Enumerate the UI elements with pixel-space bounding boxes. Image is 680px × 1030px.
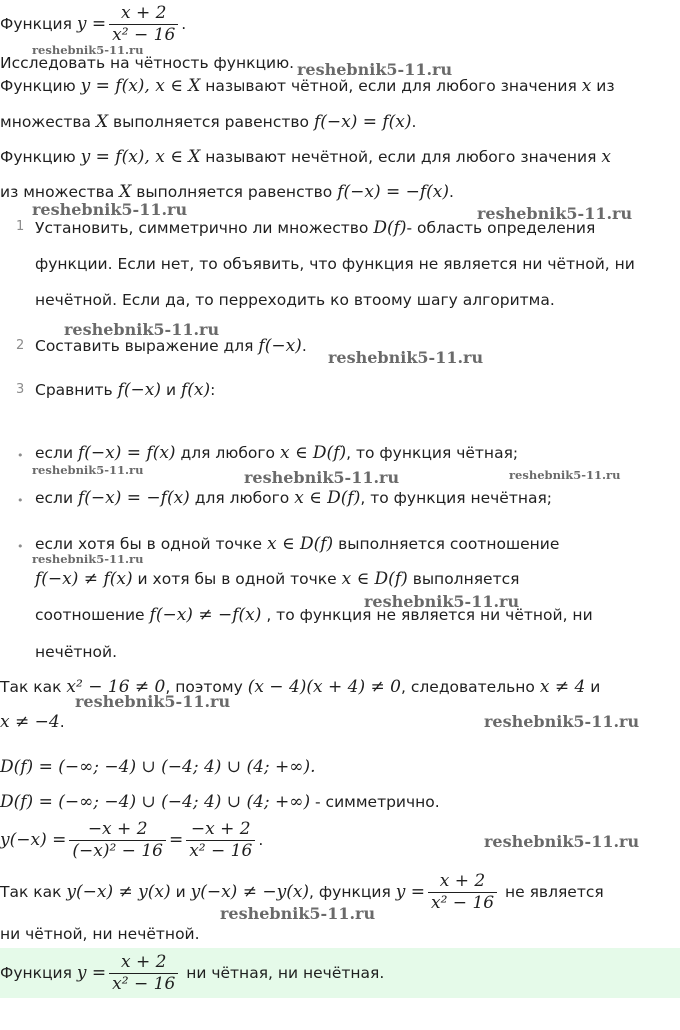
bullet-1 — [35, 441, 518, 465]
domain-line-2 — [0, 790, 440, 814]
concl-m3: y = — [395, 882, 425, 902]
step-1-line2: функции. Если нет, то объявить, что функция не является ни чётной, ни — [35, 255, 635, 273]
step-3-line — [35, 378, 215, 402]
step-1-a: Установить, симметрично ли множество — [35, 219, 369, 237]
step-number-1: 1 — [16, 219, 25, 234]
since-m1: x² − 16 ≠ 0 — [66, 677, 166, 697]
def-odd-e: . — [449, 183, 454, 201]
def-even-m1: y = f(x), x ∈ X — [80, 76, 201, 96]
task-text: Исследовать на чётность функцию. — [0, 54, 295, 72]
def-even-c: из — [596, 77, 615, 95]
since-b: , поэтому — [165, 678, 243, 696]
def-even-f: . — [411, 113, 417, 131]
watermark: reshebnik5-11.ru — [244, 468, 400, 487]
def-even-m4: f(−x) = f(x) — [313, 112, 412, 132]
step-3-b: и — [165, 381, 177, 399]
intro-line — [0, 0, 186, 48]
answer-den: x² − 16 — [112, 973, 176, 994]
def-even-m2: x — [581, 76, 592, 96]
concl-a: Так как — [0, 883, 62, 901]
def-even-m3: X — [95, 112, 109, 132]
concl-m2: y(−x) ≠ −y(x) — [190, 882, 310, 902]
def-even-line2 — [0, 110, 416, 134]
step-1-line3: нечётной. Если да, то перреходить ко втоому шагу алгоритма. — [35, 291, 555, 309]
since-line2 — [0, 710, 65, 734]
conclusion-fraction — [428, 871, 497, 914]
bullet-3-c: и хотя бы в одной точке — [137, 570, 337, 588]
answer-b: ни чётная, ни нечётная. — [186, 964, 385, 982]
answer-num: x + 2 — [109, 952, 178, 974]
watermark: reshebnik5-11.ru — [64, 320, 220, 339]
since-a: Так как — [0, 678, 62, 696]
concl-d: не является — [505, 883, 604, 901]
step-3-m1: f(−x) — [117, 380, 161, 400]
watermark: reshebnik5-11.ru — [297, 60, 453, 79]
conclusion-line2: ни чётной, ни нечётной. — [0, 925, 200, 943]
bullet-3-m2: f(−x) ≠ f(x) — [35, 569, 133, 589]
answer-box — [0, 948, 680, 998]
step-1-b: - область определения — [406, 219, 596, 237]
intro-end: . — [181, 15, 187, 33]
bullet-1-a: если — [35, 444, 74, 462]
answer-line — [0, 948, 384, 998]
step-number-2: 2 — [16, 338, 25, 353]
def-odd-d: выполняется равенство — [136, 183, 333, 201]
bullet-2-c: , то функция нечётная; — [360, 489, 553, 507]
domain2-t: - симметрично. — [315, 793, 440, 811]
watermark: reshebnik5-11.ru — [220, 904, 376, 923]
bullet-1-m1: f(−x) = f(x) — [77, 443, 176, 463]
yneg-den1: (−x)² − 16 — [72, 840, 163, 861]
def-odd-m3: X — [119, 182, 132, 202]
step-3-c: : — [210, 381, 216, 399]
bullet-dot-1: • — [17, 449, 24, 462]
step-2-b: . — [301, 337, 307, 355]
intro-fraction — [109, 3, 178, 46]
watermark: reshebnik5-11.ru — [364, 592, 520, 611]
since-e: . — [59, 713, 65, 731]
bullet-1-m2: x ∈ D(f) — [279, 443, 347, 463]
bullet-1-c: , то функция чётная; — [346, 444, 519, 462]
bullet-3-b: выполняется соотношение — [338, 535, 560, 553]
intro-numerator: x + 2 — [109, 3, 178, 25]
intro-denominator: x² − 16 — [112, 24, 176, 45]
intro-word: Функция — [0, 15, 72, 33]
bullet-3-m4: f(−x) ≠ −f(x) — [149, 605, 262, 625]
answer-a: Функция — [0, 964, 72, 982]
yneg-fraction-1 — [69, 819, 166, 862]
bullet-1-b: для любого — [180, 444, 276, 462]
bullet-2-a: если — [35, 489, 74, 507]
bullet-2-b: для любого — [194, 489, 290, 507]
concl-b: и — [175, 883, 186, 901]
def-even-a: Функцию — [0, 77, 76, 95]
bullet-3-f: , то функция не является ни чётной, ни — [266, 606, 593, 624]
step-2-a: Составить выражение для — [35, 337, 254, 355]
bullet-2-m2: x ∈ D(f) — [294, 488, 361, 508]
answer-fraction — [109, 952, 178, 995]
concl-m1: y(−x) ≠ y(x) — [66, 882, 171, 902]
step-3-a: Сравнить — [35, 381, 113, 399]
watermark: reshebnik5-11.ru — [484, 832, 640, 851]
watermark: reshebnik5-11.ru — [484, 712, 640, 731]
bullet-3-d: выполняется — [412, 570, 520, 588]
since-m4: x ≠ −4 — [0, 712, 60, 732]
yneg-den2: x² − 16 — [189, 840, 253, 861]
domain-line-1: D(f) = (−∞; −4) ∪ (−4; 4) ∪ (4; +∞). — [0, 757, 316, 777]
concl-num: x + 2 — [428, 871, 497, 893]
bullet-dot-3: • — [17, 540, 24, 553]
step-3-m2: f(x) — [180, 380, 211, 400]
watermark: reshebnik5-11.ru — [509, 468, 621, 482]
def-odd-b: называют нечётной, если для любого значения — [205, 148, 597, 166]
bullet-3-line4: нечётной. — [35, 643, 118, 661]
step-2-m: f(−x) — [258, 336, 302, 356]
watermark: reshebnik5-11.ru — [32, 552, 144, 566]
since-c: , следовательно — [401, 678, 535, 696]
watermark: reshebnik5-11.ru — [75, 692, 231, 711]
bullet-3-a: если хотя бы в одной точке — [35, 535, 263, 553]
bullet-3-e: соотношение — [35, 606, 145, 624]
yneg-lhs: y(−x) = — [0, 830, 67, 850]
watermark: reshebnik5-11.ru — [32, 200, 188, 219]
answer-m: y = — [76, 963, 107, 983]
yneg-fraction-2 — [186, 819, 255, 862]
since-m2: (x − 4)(x + 4) ≠ 0 — [247, 677, 401, 697]
y-neg-x-line — [0, 812, 263, 868]
yneg-end: . — [258, 831, 264, 849]
bullet-3-m1: x ∈ D(f) — [267, 534, 334, 554]
def-even-d: множества — [0, 113, 91, 131]
watermark: reshebnik5-11.ru — [328, 348, 484, 367]
domain2-m: D(f) = (−∞; −4) ∪ (−4; 4) ∪ (4; +∞) — [0, 792, 311, 812]
bullet-dot-2: • — [17, 494, 24, 507]
bullet-3-m3: x ∈ D(f) — [341, 569, 408, 589]
since-d: и — [590, 678, 601, 696]
yneg-num1: −x + 2 — [69, 819, 166, 841]
def-odd-a: Функцию — [0, 148, 76, 166]
def-odd-c: из множества — [0, 183, 115, 201]
def-odd-m2: x — [601, 147, 611, 167]
yneg-eq: = — [168, 830, 184, 850]
step-number-3: 3 — [16, 382, 25, 397]
intro-lhs: y = — [76, 14, 107, 34]
concl-den: x² − 16 — [430, 892, 495, 913]
watermark: reshebnik5-11.ru — [32, 43, 144, 57]
def-odd-m1: y = f(x), x ∈ X — [80, 147, 201, 167]
concl-c: , функция — [309, 883, 391, 901]
since-m3: x ≠ 4 — [539, 677, 586, 697]
yneg-num2: −x + 2 — [186, 819, 255, 841]
watermark: reshebnik5-11.ru — [32, 463, 144, 477]
def-odd-m4: f(−x) = −f(x) — [337, 182, 450, 202]
watermark: reshebnik5-11.ru — [477, 204, 633, 223]
def-even-e: выполняется равенство — [112, 113, 309, 131]
def-odd-line1 — [0, 145, 611, 169]
bullet-2 — [35, 486, 552, 510]
bullet-3-line2 — [35, 567, 519, 591]
bullet-2-m1: f(−x) = −f(x) — [77, 488, 190, 508]
step-1-m: D(f) — [373, 218, 407, 238]
def-even-b: называют чётной, если для любого значения — [205, 77, 577, 95]
